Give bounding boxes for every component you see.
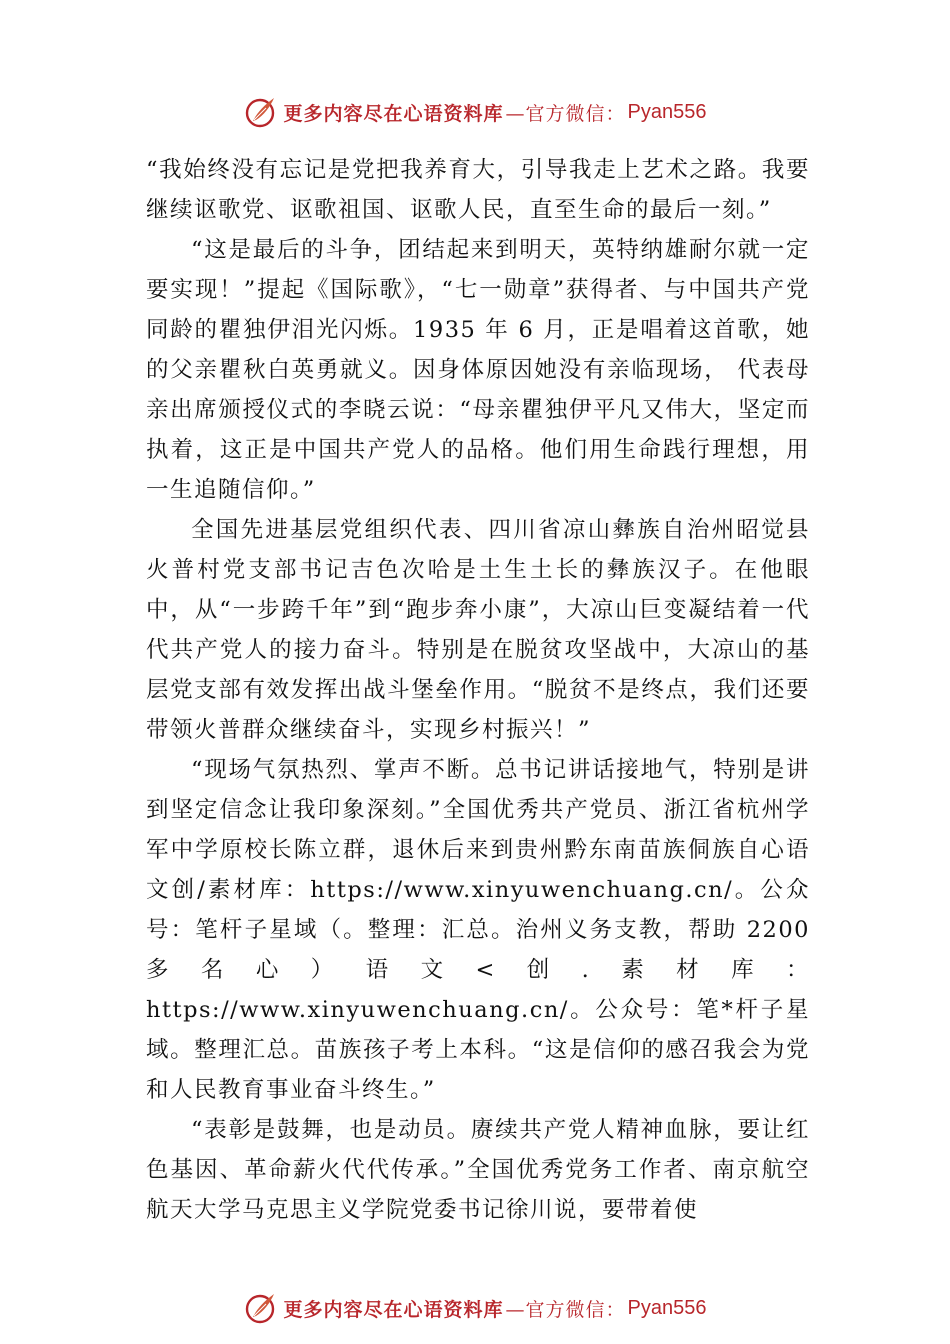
paragraph-4: “现场气氛热烈、掌声不断。总书记讲话接地气，特别是讲到坚定信念让我印象深刻。”全国优秀共产党员、浙江省杭州学军中学原校长陈立群，退休后来到贵州黔东南苗族侗族自心语文创/素材库：https://www.xinyuwenchuang.cn/。公众号：笔杆子星域（。整理：汇总。治州义务支教，帮助 2200 多名心）语文<创.素材库：https://www.xinyuwenchuang.cn/。公众号：笔*杆子星域。整理汇总。苗族孩子考上本科。“这是信仰的感召我会为党和人民教育事业奋斗终生。” <box>146 757 810 1103</box>
quill-circle-logo-icon <box>244 1291 278 1325</box>
quill-circle-logo-icon <box>244 95 278 129</box>
header-banner <box>0 92 950 132</box>
footer-banner-sub-text: —官方微信： <box>505 1298 626 1321</box>
header-banner-sub-text: —官方微信： <box>505 102 626 125</box>
paragraph-3: 全国先进基层党组织代表、四川省凉山彝族自治州昭觉县火普村党支部书记吉色次哈是土生土长的彝族汉子。在他眼中，从“一步跨千年”到“跑步奔小康”，大凉山巨变凝结着一代代共产党人的接力奋斗。特别是在脱贫攻坚战中，大凉山的基层党支部有效发挥出战斗堡垒作用。“脱贫不是终点，我们还要带领火普群众继续奋斗，实现乡村振兴！” <box>146 517 810 743</box>
article-body <box>146 150 810 1230</box>
header-banner-handle: Pyan556 <box>627 100 707 123</box>
footer-banner <box>0 1288 950 1328</box>
paragraph-2: “这是最后的斗争，团结起来到明天，英特纳雄耐尔就一定要实现！”提起《国际歌》，“七一勋章”获得者、与中国共产党同龄的瞿独伊泪光闪烁。1935 年 6 月，正是唱着这首歌，她的父亲瞿秋白英勇就义。因身体原因她没有亲临现场， 代表母亲出席颁授仪式的李晓云说：“母亲瞿独伊平凡又伟大，坚定而执着，这正是中国共产党人的品格。他们用生命践行理想，用一生追随信仰。” <box>146 237 810 503</box>
paragraph-1: “我始终没有忘记是党把我养育大，引导我走上艺术之路。我要继续讴歌党、讴歌祖国、讴歌人民，直至生命的最后一刻。” <box>146 157 810 223</box>
header-banner-main-text: 更多内容尽在心语资料库 <box>283 102 504 125</box>
footer-banner-handle: Pyan556 <box>627 1296 707 1319</box>
footer-banner-main-text: 更多内容尽在心语资料库 <box>283 1298 504 1321</box>
paragraph-5: “表彰是鼓舞，也是动员。赓续共产党人精神血脉，要让红色基因、革命薪火代代传承。”全国优秀党务工作者、南京航空航天大学马克思主义学院党委书记徐川说，要带着使 <box>146 1117 810 1223</box>
